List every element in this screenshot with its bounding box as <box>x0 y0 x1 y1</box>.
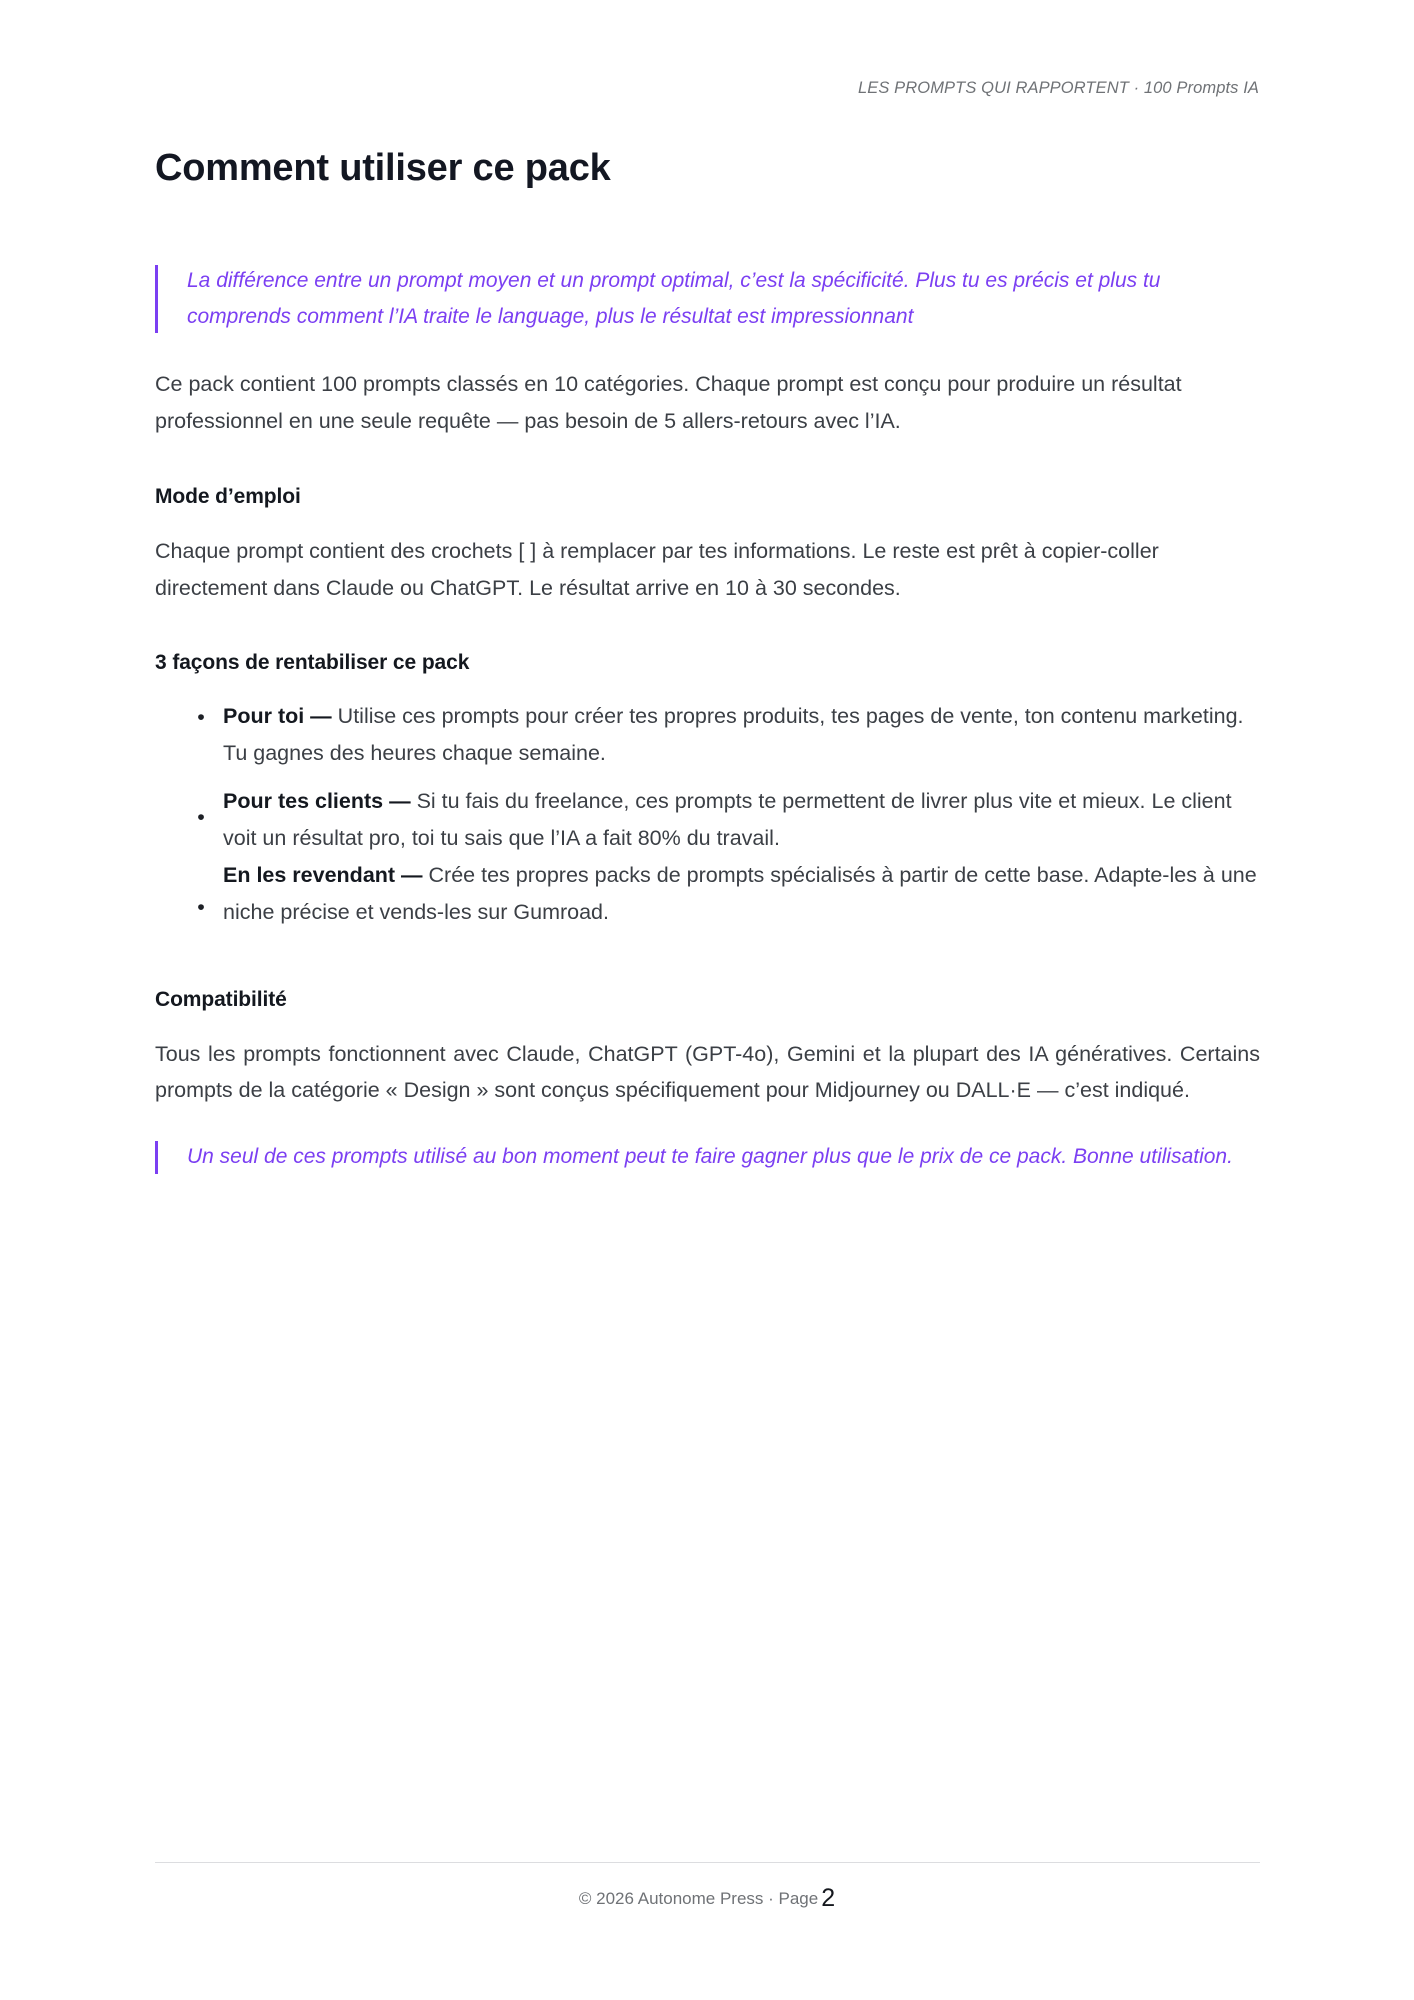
spacer <box>155 772 1260 783</box>
mode-emploi-paragraph: Chaque prompt contient des crochets [ ] à remplacer par tes informations. Le reste est prêt à copier-coller directement dans Claude ou ChatGPT. Le résultat arrive en 10 à 30 secondes. <box>155 538 1159 600</box>
footer <box>0 1884 1414 1913</box>
list-item-lead: Pour toi — <box>223 703 332 728</box>
spacer <box>155 192 1260 263</box>
spacer <box>155 675 1260 698</box>
list-item-text: Si tu fais du freelance, ces prompts te permettent de livrer plus vite et mieux. Le client voit un résultat pro, toi tu sais que l’IA a fait 80% du travail. <box>223 788 1232 850</box>
list-item-lead: En les revendant — <box>223 862 423 887</box>
list-item <box>155 783 1260 857</box>
list-item-text: Crée tes propres packs de prompts spécialisés à partir de cette base. Adapte-les à une niche précise et vends-les sur Gumroad. <box>223 862 1257 924</box>
section-heading-monetization: 3 façons de rentabiliser ce pack <box>155 650 470 674</box>
running-header: LES PROMPTS QUI RAPPORTENT · 100 Prompts IA <box>857 79 1259 97</box>
compatibility-paragraph: Tous les prompts fonctionnent avec Claude, ChatGPT (GPT-4o), Gemini et la plupart des IA génératives. Certains prompts de la catégorie « Design » sont conçus spécifiquement pour Midjourney ou DALL·E — c’est indiqué. <box>155 1041 1260 1103</box>
intro-paragraph: Ce pack contient 100 prompts classés en 10 catégories. Chaque prompt est conçu pour produire un résultat professionnel en une seule requête — pas besoin de 5 allers-retours avec l’IA. <box>155 371 1182 433</box>
callout-top: La différence entre un prompt moyen et un prompt optimal, c’est la spécificité. Plus tu es précis et plus tu comprends comment l’IA traite le language, plus le résultat est impressionnant <box>155 263 1260 335</box>
bullet-point-icon: • <box>197 704 205 729</box>
list-item-lead: Pour tes clients — <box>223 788 411 813</box>
spacer <box>155 440 1260 485</box>
spacer <box>155 607 1260 651</box>
list-item <box>155 857 1260 931</box>
page-title: Comment utiliser ce pack <box>155 147 611 189</box>
footer-divider <box>155 1862 1260 1863</box>
spacer <box>155 509 1260 533</box>
monetization-list <box>155 698 1260 931</box>
spacer <box>155 931 1260 988</box>
footer-copyright: © 2026 Autonome Press · Page <box>578 1889 819 1908</box>
spacer <box>155 335 1260 366</box>
spacer <box>155 1109 1260 1139</box>
bullet-point-icon: • <box>197 804 205 829</box>
list-item-text: Utilise ces prompts pour créer tes propres produits, tes pages de vente, ton contenu marketing. Tu gagnes des heures chaque semaine. <box>223 703 1244 765</box>
section-heading-compatibility: Compatibilité <box>155 987 287 1011</box>
bullet-point-icon: • <box>197 894 205 919</box>
section-heading-mode-emploi: Mode d’emploi <box>155 484 301 508</box>
list-item <box>155 698 1260 772</box>
page-number: 2 <box>821 1884 836 1912</box>
callout-bottom: Un seul de ces prompts utilisé au bon moment peut te faire gagner plus que le prix de ce pack. Bonne utilisation. <box>155 1139 1260 1175</box>
content-column <box>155 146 1260 1176</box>
spacer <box>155 1012 1260 1036</box>
